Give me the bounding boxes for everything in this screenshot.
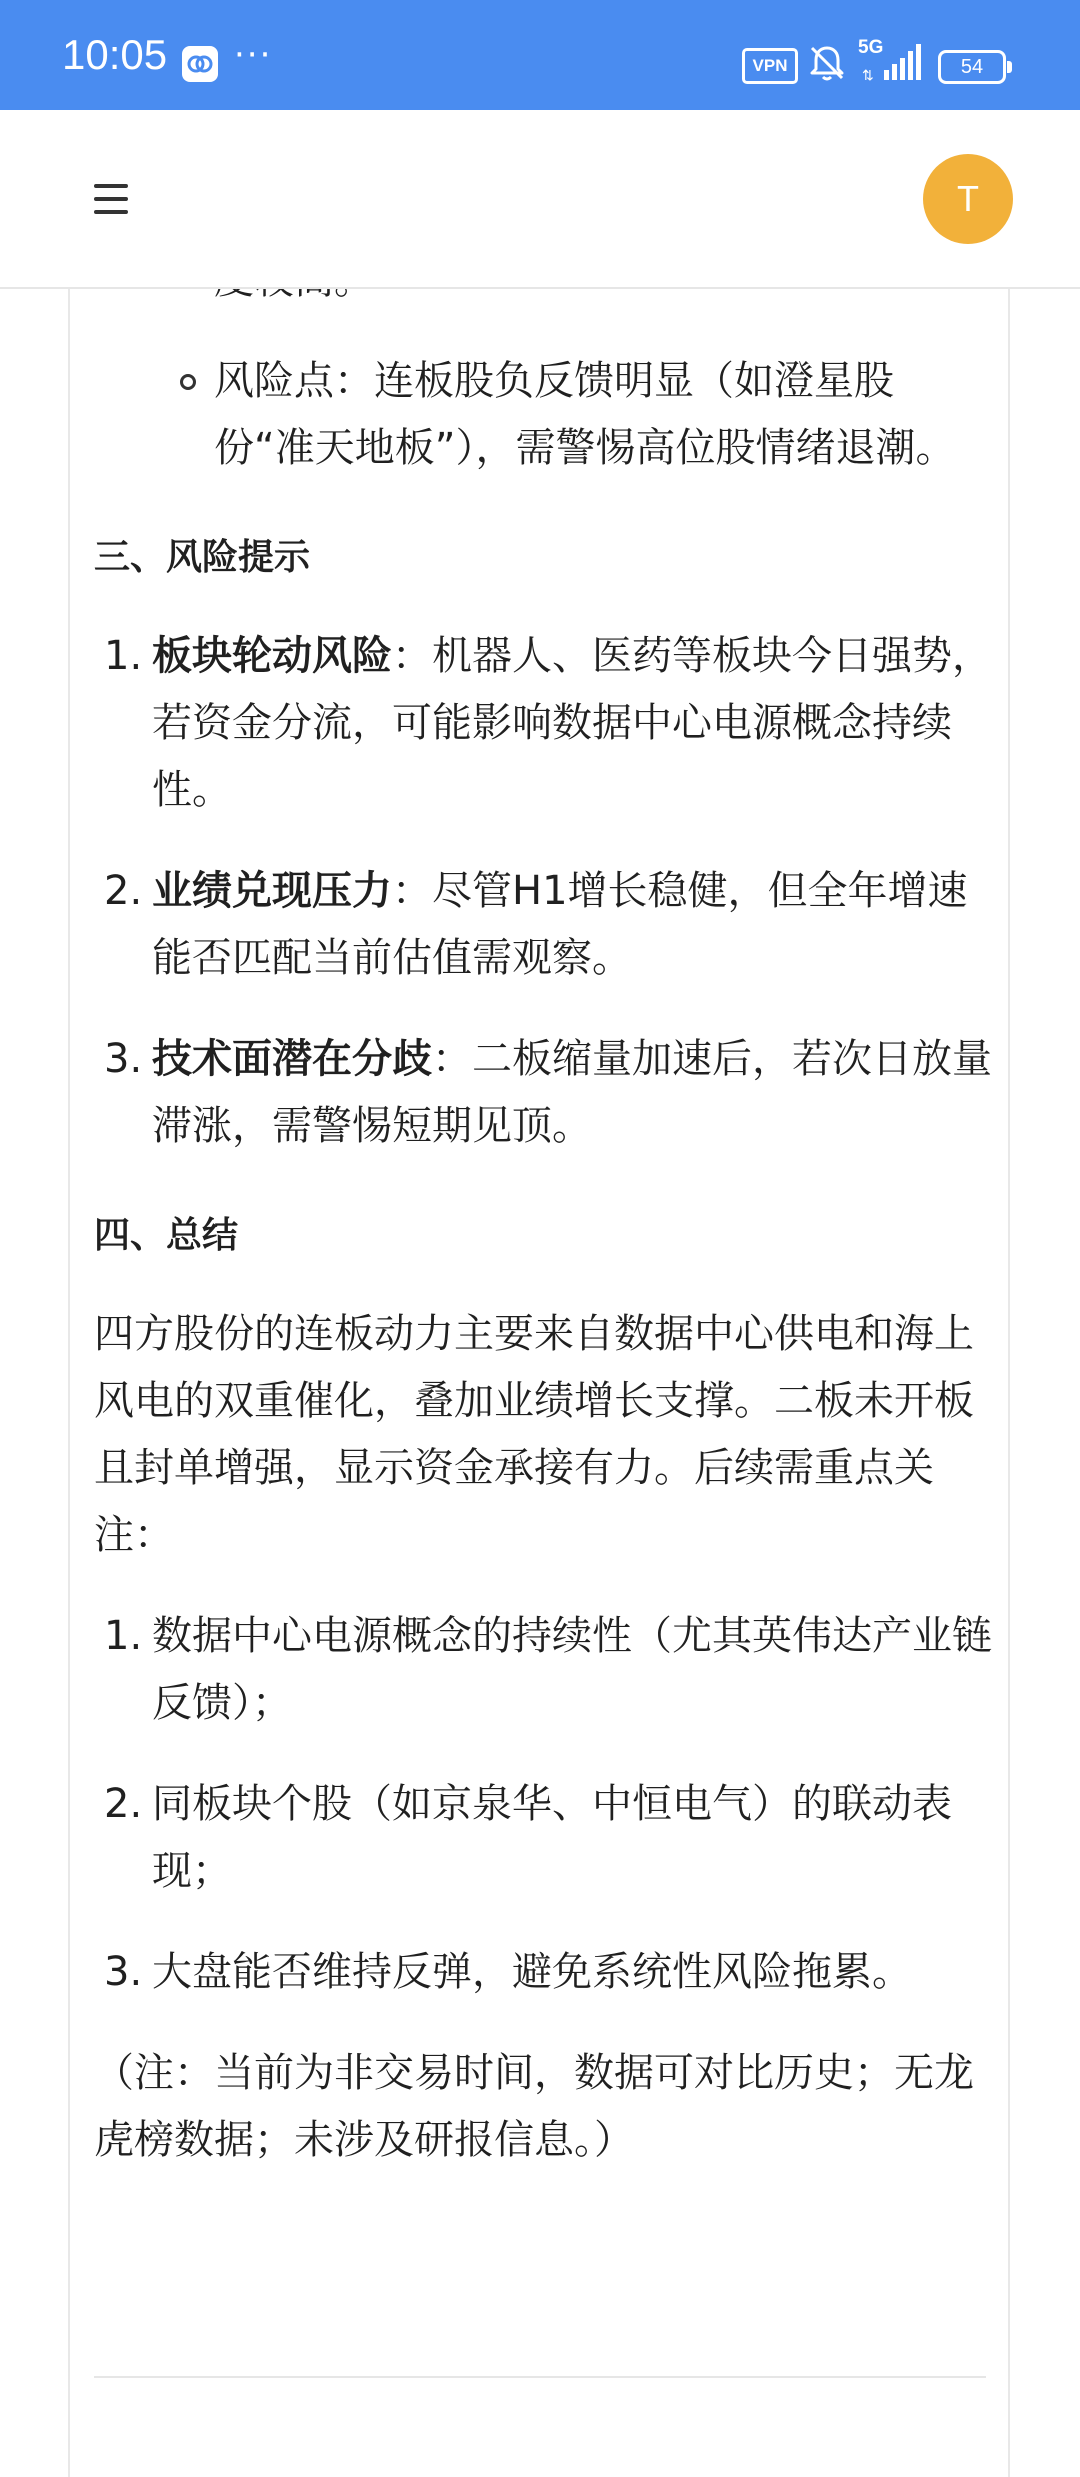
risk-item-title: 技术面潜在分歧	[152, 1036, 432, 1082]
status-bar	[0, 0, 1080, 110]
focus-item-text: 数据中心电源概念的持续性（尤其英伟达产业链反馈）；	[152, 1613, 992, 1726]
battery-icon: 54	[938, 50, 1006, 84]
focus-item	[94, 1603, 994, 1737]
app-header	[0, 110, 1080, 289]
sub-bullet-risk-text: 风险点：连板股负反馈明显（如澄星股份“准天地板”），需警惕高位股情绪退潮。	[214, 358, 956, 471]
sub-bullet-risk-point	[94, 348, 994, 482]
risk-item	[94, 1026, 994, 1160]
signal-icon	[858, 37, 928, 86]
focus-item	[94, 1771, 994, 1905]
list-number: 3.	[104, 1036, 143, 1082]
risk-item-title: 板块轮动风险	[152, 633, 392, 679]
status-time: 10:05	[62, 31, 168, 78]
app-notification-icon	[182, 46, 218, 82]
note-paragraph: （注：当前为非交易时间，数据可对比历史；无龙虎榜数据；未涉及研报信息。）	[94, 2050, 974, 2163]
more-notifications-indicator: ···	[234, 35, 273, 75]
list-number: 2.	[104, 868, 143, 914]
list-number: 2.	[104, 1781, 143, 1827]
risk-item	[94, 623, 994, 824]
bullet-circle-icon	[180, 374, 196, 390]
network-type-label: 5G	[858, 37, 884, 58]
vpn-icon: VPN	[742, 48, 798, 84]
risk-item	[94, 858, 994, 992]
summary-paragraph: 四方股份的连板动力主要来自数据中心供电和海上风电的双重催化，叠加业绩增长支撑。二板未开板且封单增强，显示资金承接有力。后续需重点关注：	[94, 1311, 974, 1558]
risk-item-title: 业绩兑现压力	[152, 868, 392, 914]
chat-scroll-area[interactable]	[0, 287, 1080, 2400]
svg-text:⇅: ⇅	[862, 67, 874, 83]
menu-button[interactable]	[88, 180, 136, 218]
menu-icon	[94, 184, 128, 188]
risk-item-text: ：二板缩量加速后，若次日放量滞涨，需警惕短期见顶。	[152, 1036, 992, 1149]
list-number: 1.	[104, 1613, 143, 1659]
risk-item-text: ：尽管H1增长稳健，但全年增速能否匹配当前估值需观察。	[152, 868, 968, 981]
section-title-risk: 三、风险提示	[94, 537, 311, 578]
focus-item-text: 大盘能否维持反弹，避免系统性风险拖累。	[152, 1949, 912, 1995]
focus-item	[94, 1939, 994, 2006]
focus-item-text: 同板块个股（如京泉华、中恒电气）的联动表现；	[152, 1781, 952, 1894]
list-number: 1.	[104, 633, 143, 679]
assistant-message	[94, 180, 994, 2174]
list-number: 3.	[104, 1949, 143, 1995]
section-title-summary: 四、总结	[94, 1215, 239, 1256]
risk-item-text: ：机器人、医药等板块今日强势，若资金分流，可能影响数据中心电源概念持续性。	[152, 633, 992, 813]
user-avatar[interactable]: T	[923, 154, 1013, 244]
bell-off-icon	[806, 42, 848, 84]
divider	[94, 2376, 986, 2378]
